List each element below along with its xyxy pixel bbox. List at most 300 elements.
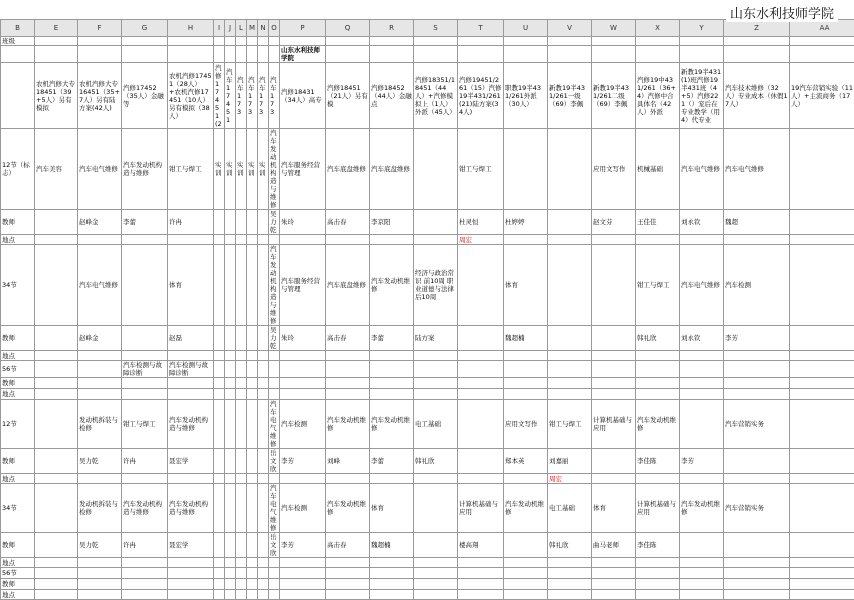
table-cell[interactable] xyxy=(790,245,854,326)
column-header[interactable]: U xyxy=(504,20,548,37)
table-cell[interactable]: 山东水利技师学院 xyxy=(280,46,326,63)
table-cell[interactable]: 韩礼欣 xyxy=(548,533,592,558)
table-cell[interactable] xyxy=(214,579,225,590)
table-cell[interactable] xyxy=(680,400,724,449)
table-cell[interactable]: 李佳陈 xyxy=(636,449,680,474)
table-cell[interactable] xyxy=(414,579,458,590)
column-header[interactable]: Y xyxy=(680,20,724,37)
table-cell[interactable] xyxy=(214,400,225,449)
table-cell[interactable] xyxy=(168,46,214,63)
table-cell[interactable] xyxy=(790,326,854,351)
table-cell[interactable] xyxy=(269,361,280,378)
table-cell[interactable] xyxy=(247,474,258,484)
table-cell[interactable]: 杜灵恒 xyxy=(458,210,504,235)
table-cell[interactable]: 朱玲 xyxy=(280,210,326,235)
table-cell[interactable] xyxy=(247,326,258,351)
table-cell[interactable]: 农机汽修大专18451（39+5人）另有模拟 xyxy=(35,63,78,129)
table-cell[interactable] xyxy=(225,400,236,449)
table-cell[interactable] xyxy=(680,235,724,245)
table-cell[interactable] xyxy=(122,37,168,46)
table-cell[interactable] xyxy=(414,558,458,568)
table-cell[interactable] xyxy=(636,351,680,361)
table-cell[interactable] xyxy=(258,361,269,378)
table-cell[interactable]: 吴力乾 xyxy=(269,326,280,351)
table-cell[interactable] xyxy=(326,378,370,389)
table-cell[interactable] xyxy=(790,579,854,590)
table-cell[interactable]: 汽车发动机维修 xyxy=(370,245,414,326)
table-cell[interactable] xyxy=(35,389,78,400)
table-cell[interactable]: 汽车底盘维修 xyxy=(370,129,414,210)
table-cell[interactable]: 李芳 xyxy=(280,449,326,474)
table-cell[interactable] xyxy=(636,378,680,389)
table-cell[interactable] xyxy=(458,361,504,378)
table-cell[interactable] xyxy=(247,579,258,590)
table-cell[interactable] xyxy=(280,378,326,389)
table-cell[interactable] xyxy=(168,579,214,590)
table-cell[interactable] xyxy=(370,389,414,400)
table-cell[interactable]: 李京阳 xyxy=(370,210,414,235)
table-cell[interactable] xyxy=(214,590,225,600)
table-cell[interactable]: 计算机基础与应用 xyxy=(636,484,680,533)
table-cell[interactable] xyxy=(370,590,414,600)
table-cell[interactable] xyxy=(592,37,636,46)
column-header[interactable]: S xyxy=(414,20,458,37)
table-cell[interactable] xyxy=(122,579,168,590)
table-cell[interactable] xyxy=(680,37,724,46)
table-cell[interactable] xyxy=(592,579,636,590)
table-cell[interactable] xyxy=(35,37,78,46)
table-cell[interactable]: 汽车美容 xyxy=(35,129,78,210)
table-cell[interactable] xyxy=(458,568,504,579)
table-cell[interactable] xyxy=(790,37,854,46)
table-cell[interactable] xyxy=(214,484,225,533)
table-cell[interactable] xyxy=(790,46,854,63)
column-header[interactable]: G xyxy=(122,20,168,37)
table-cell[interactable] xyxy=(122,326,168,351)
table-cell[interactable] xyxy=(504,351,548,361)
table-cell[interactable] xyxy=(280,558,326,568)
table-cell[interactable] xyxy=(122,568,168,579)
table-cell[interactable] xyxy=(225,474,236,484)
table-cell[interactable] xyxy=(724,361,790,378)
table-cell[interactable] xyxy=(326,351,370,361)
table-cell[interactable] xyxy=(35,558,78,568)
table-cell[interactable] xyxy=(724,590,790,600)
table-cell[interactable] xyxy=(269,568,280,579)
table-cell[interactable] xyxy=(724,558,790,568)
table-cell[interactable] xyxy=(168,558,214,568)
table-cell[interactable] xyxy=(326,558,370,568)
table-cell[interactable] xyxy=(247,400,258,449)
table-cell[interactable]: 李蕾 xyxy=(122,210,168,235)
table-cell[interactable]: 楼高翔 xyxy=(458,533,504,558)
table-cell[interactable] xyxy=(214,245,225,326)
table-cell[interactable] xyxy=(258,558,269,568)
table-cell[interactable] xyxy=(458,590,504,600)
table-cell[interactable] xyxy=(790,484,854,533)
table-cell[interactable]: 应用文写作 xyxy=(592,129,636,210)
table-cell[interactable] xyxy=(326,361,370,378)
table-cell[interactable] xyxy=(258,351,269,361)
table-cell[interactable]: 李佳陈 xyxy=(636,533,680,558)
table-cell[interactable] xyxy=(78,389,122,400)
table-cell[interactable] xyxy=(236,590,247,600)
table-cell[interactable] xyxy=(225,37,236,46)
table-cell[interactable] xyxy=(78,351,122,361)
table-cell[interactable] xyxy=(636,568,680,579)
table-cell[interactable] xyxy=(414,474,458,484)
table-cell[interactable] xyxy=(225,361,236,378)
table-cell[interactable]: 汽车营销实务 xyxy=(724,484,790,533)
table-cell[interactable] xyxy=(680,389,724,400)
column-header[interactable]: P xyxy=(280,20,326,37)
table-cell[interactable] xyxy=(636,235,680,245)
column-header[interactable]: AA xyxy=(790,20,854,37)
table-cell[interactable] xyxy=(247,484,258,533)
table-cell[interactable] xyxy=(458,400,504,449)
table-cell[interactable] xyxy=(790,389,854,400)
table-cell[interactable] xyxy=(790,235,854,245)
table-cell[interactable] xyxy=(370,579,414,590)
table-cell[interactable] xyxy=(504,129,548,210)
table-cell[interactable] xyxy=(680,590,724,600)
table-cell[interactable] xyxy=(258,389,269,400)
table-cell[interactable] xyxy=(548,361,592,378)
table-cell[interactable] xyxy=(269,46,280,63)
table-cell[interactable] xyxy=(414,37,458,46)
table-cell[interactable] xyxy=(35,235,78,245)
table-cell[interactable]: 钳工与焊工 xyxy=(636,245,680,326)
table-cell[interactable] xyxy=(724,474,790,484)
table-cell[interactable] xyxy=(258,326,269,351)
table-cell[interactable] xyxy=(236,361,247,378)
table-cell[interactable]: 陆方案 xyxy=(414,326,458,351)
table-cell[interactable]: 汽修18351/18451（44人）+汽修模拟上（1人）外派（45人） xyxy=(414,63,458,129)
table-cell[interactable] xyxy=(504,37,548,46)
table-cell[interactable] xyxy=(458,579,504,590)
table-cell[interactable]: 赵磊 xyxy=(168,326,214,351)
table-cell[interactable] xyxy=(548,389,592,400)
table-cell[interactable]: 汽车发动机维修 xyxy=(636,400,680,449)
table-cell[interactable]: 汽车检测与故障诊断 xyxy=(122,361,168,378)
table-cell[interactable]: 朱玲 xyxy=(280,326,326,351)
table-cell[interactable] xyxy=(548,245,592,326)
table-cell[interactable]: 汽车检测与故障诊断 xyxy=(168,361,214,378)
table-cell[interactable] xyxy=(225,245,236,326)
table-cell[interactable]: 汽车电气维修 xyxy=(680,129,724,210)
table-cell[interactable]: 李芳 xyxy=(724,326,790,351)
table-cell[interactable] xyxy=(35,590,78,600)
table-cell[interactable] xyxy=(269,37,280,46)
table-cell[interactable]: 机械基础 xyxy=(636,129,680,210)
table-cell[interactable] xyxy=(236,46,247,63)
column-header[interactable]: F xyxy=(78,20,122,37)
column-header[interactable]: Q xyxy=(326,20,370,37)
table-cell[interactable] xyxy=(269,579,280,590)
table-cell[interactable] xyxy=(258,579,269,590)
column-header[interactable]: Z xyxy=(724,20,790,37)
table-cell[interactable]: 魏超楠 xyxy=(504,326,548,351)
table-cell[interactable]: 钳工与焊工 xyxy=(458,129,504,210)
table-cell[interactable] xyxy=(280,351,326,361)
table-cell[interactable] xyxy=(504,361,548,378)
column-header[interactable]: T xyxy=(458,20,504,37)
table-cell[interactable] xyxy=(414,235,458,245)
table-cell[interactable] xyxy=(258,484,269,533)
table-cell[interactable] xyxy=(247,351,258,361)
table-cell[interactable] xyxy=(236,37,247,46)
table-cell[interactable]: 汽车检测 xyxy=(280,484,326,533)
table-cell[interactable]: 汽修17452（35人）金融等 xyxy=(122,63,168,129)
table-cell[interactable]: 实训 xyxy=(247,129,258,210)
table-cell[interactable] xyxy=(214,474,225,484)
table-cell[interactable] xyxy=(326,389,370,400)
table-cell[interactable] xyxy=(370,558,414,568)
table-cell[interactable]: 高击春 xyxy=(326,210,370,235)
table-cell[interactable]: 汽车底盘维修 xyxy=(326,245,370,326)
table-cell[interactable]: 新教19半431(1)班汽修19半431班（4+5）汽修221（）宠后在专业教学（用4）代专业 xyxy=(680,63,724,129)
table-cell[interactable] xyxy=(790,129,854,210)
table-cell[interactable] xyxy=(122,558,168,568)
table-cell[interactable] xyxy=(247,46,258,63)
column-header[interactable]: E xyxy=(35,20,78,37)
table-cell[interactable] xyxy=(458,245,504,326)
table-cell[interactable]: 汽车发动机构造与维修 xyxy=(269,245,280,326)
table-cell[interactable] xyxy=(724,37,790,46)
table-cell[interactable] xyxy=(225,579,236,590)
column-header[interactable]: N xyxy=(258,20,269,37)
table-cell[interactable] xyxy=(247,245,258,326)
table-cell[interactable]: 计算机基础与应用 xyxy=(592,400,636,449)
table-cell[interactable] xyxy=(414,129,458,210)
table-cell[interactable] xyxy=(592,245,636,326)
table-cell[interactable] xyxy=(168,378,214,389)
table-cell[interactable] xyxy=(724,579,790,590)
table-cell[interactable] xyxy=(35,474,78,484)
table-cell[interactable] xyxy=(504,235,548,245)
table-cell[interactable] xyxy=(326,235,370,245)
table-cell[interactable] xyxy=(548,558,592,568)
table-cell[interactable] xyxy=(326,568,370,579)
column-header[interactable]: M xyxy=(247,20,258,37)
table-cell[interactable]: 19汽车营销实验（11人）+主流商务（17人） xyxy=(790,63,854,129)
table-cell[interactable] xyxy=(458,46,504,63)
table-cell[interactable] xyxy=(225,389,236,400)
table-cell[interactable] xyxy=(258,46,269,63)
table-cell[interactable] xyxy=(592,326,636,351)
table-cell[interactable] xyxy=(258,533,269,558)
table-cell[interactable] xyxy=(247,361,258,378)
table-cell[interactable] xyxy=(280,389,326,400)
table-cell[interactable] xyxy=(78,46,122,63)
table-cell[interactable] xyxy=(790,474,854,484)
table-cell[interactable]: 李芳 xyxy=(680,449,724,474)
table-cell[interactable] xyxy=(592,235,636,245)
table-cell[interactable] xyxy=(78,579,122,590)
column-header[interactable]: I xyxy=(214,20,225,37)
table-cell[interactable] xyxy=(236,245,247,326)
table-cell[interactable]: 韩礼欣 xyxy=(636,326,680,351)
table-cell[interactable] xyxy=(236,579,247,590)
table-cell[interactable] xyxy=(35,378,78,389)
table-cell[interactable] xyxy=(214,326,225,351)
table-cell[interactable]: 汽车发动机维修 xyxy=(326,400,370,449)
table-cell[interactable] xyxy=(370,361,414,378)
table-cell[interactable]: 汽修18431（34人）高专 xyxy=(280,63,326,129)
table-cell[interactable]: 曲马老师 xyxy=(592,533,636,558)
table-cell[interactable] xyxy=(247,568,258,579)
table-cell[interactable] xyxy=(269,389,280,400)
table-cell[interactable]: 许冉 xyxy=(168,210,214,235)
table-cell[interactable] xyxy=(214,389,225,400)
table-cell[interactable]: 汽车电气维修 xyxy=(269,400,280,449)
table-cell[interactable] xyxy=(225,326,236,351)
table-cell[interactable] xyxy=(326,579,370,590)
table-cell[interactable] xyxy=(247,235,258,245)
table-cell[interactable]: 吴力乾 xyxy=(78,449,122,474)
table-cell[interactable] xyxy=(548,579,592,590)
table-cell[interactable] xyxy=(636,361,680,378)
table-cell[interactable] xyxy=(247,533,258,558)
table-cell[interactable] xyxy=(414,590,458,600)
table-cell[interactable] xyxy=(370,235,414,245)
table-cell[interactable]: 魏超楠 xyxy=(370,533,414,558)
table-cell[interactable] xyxy=(258,210,269,235)
table-cell[interactable] xyxy=(258,37,269,46)
table-cell[interactable] xyxy=(548,46,592,63)
table-cell[interactable] xyxy=(548,590,592,600)
table-cell[interactable] xyxy=(414,378,458,389)
table-cell[interactable] xyxy=(280,568,326,579)
table-cell[interactable] xyxy=(458,326,504,351)
table-cell[interactable] xyxy=(35,568,78,579)
table-cell[interactable]: 汽车发动机维修 xyxy=(680,484,724,533)
table-cell[interactable] xyxy=(269,590,280,600)
table-cell[interactable] xyxy=(326,590,370,600)
table-cell[interactable]: 汽车发动机维修 xyxy=(370,400,414,449)
table-cell[interactable] xyxy=(214,235,225,245)
table-cell[interactable]: 汽车检测 xyxy=(280,400,326,449)
table-cell[interactable]: 体育 xyxy=(592,484,636,533)
table-cell[interactable]: 汽车检测 xyxy=(724,245,790,326)
table-cell[interactable] xyxy=(236,568,247,579)
column-header[interactable]: X xyxy=(636,20,680,37)
column-header[interactable]: H xyxy=(168,20,214,37)
table-cell[interactable]: 汽车17451 xyxy=(225,63,236,129)
table-cell[interactable] xyxy=(680,378,724,389)
table-cell[interactable] xyxy=(548,37,592,46)
table-cell[interactable] xyxy=(790,558,854,568)
table-cell[interactable] xyxy=(122,351,168,361)
table-cell[interactable] xyxy=(258,474,269,484)
table-cell[interactable]: 体育 xyxy=(504,245,548,326)
table-cell[interactable]: 汽车服务经营与管理 xyxy=(280,129,326,210)
table-cell[interactable]: 汽车电气维修 xyxy=(680,245,724,326)
table-cell[interactable]: 汽车电气维修 xyxy=(78,245,122,326)
table-cell[interactable] xyxy=(35,361,78,378)
table-cell[interactable]: 钳工与焊工 xyxy=(168,129,214,210)
table-cell[interactable] xyxy=(548,129,592,210)
table-cell[interactable] xyxy=(236,326,247,351)
table-cell[interactable] xyxy=(370,46,414,63)
table-cell[interactable]: 体育 xyxy=(168,245,214,326)
table-cell[interactable] xyxy=(790,590,854,600)
table-cell[interactable] xyxy=(592,474,636,484)
table-cell[interactable] xyxy=(247,37,258,46)
table-cell[interactable]: 钳工与焊工 xyxy=(122,400,168,449)
table-cell[interactable] xyxy=(548,210,592,235)
table-cell[interactable] xyxy=(247,378,258,389)
table-cell[interactable]: 刘嘉丽 xyxy=(548,449,592,474)
table-cell[interactable]: 汽车173 xyxy=(269,63,280,129)
table-cell[interactable]: 汽车电气维修 xyxy=(724,129,790,210)
table-cell[interactable]: 汽车服务经营与管理 xyxy=(280,245,326,326)
table-cell[interactable] xyxy=(225,351,236,361)
table-cell[interactable] xyxy=(258,590,269,600)
table-cell[interactable]: 钳工与焊工 xyxy=(548,400,592,449)
table-cell[interactable] xyxy=(280,590,326,600)
table-cell[interactable]: 汽车发动机构造与维修 xyxy=(122,129,168,210)
table-cell[interactable] xyxy=(225,568,236,579)
table-cell[interactable] xyxy=(504,474,548,484)
table-cell[interactable] xyxy=(680,533,724,558)
table-cell[interactable] xyxy=(790,210,854,235)
table-cell[interactable] xyxy=(592,568,636,579)
table-cell[interactable] xyxy=(592,558,636,568)
table-cell[interactable] xyxy=(236,389,247,400)
table-cell[interactable]: 汽车发动机构造与维修 xyxy=(168,484,214,533)
column-header[interactable]: L xyxy=(236,20,247,37)
table-cell[interactable]: 岳文欣 xyxy=(269,449,280,474)
table-cell[interactable] xyxy=(414,46,458,63)
table-cell[interactable] xyxy=(168,568,214,579)
table-cell[interactable] xyxy=(548,326,592,351)
table-cell[interactable] xyxy=(724,235,790,245)
table-cell[interactable]: 李芳 xyxy=(280,533,326,558)
table-cell[interactable] xyxy=(414,361,458,378)
table-cell[interactable] xyxy=(504,389,548,400)
table-cell[interactable] xyxy=(168,474,214,484)
table-cell[interactable] xyxy=(258,568,269,579)
table-cell[interactable]: 汽车电气维修 xyxy=(78,129,122,210)
table-cell[interactable] xyxy=(78,361,122,378)
table-cell[interactable]: 聂宏学 xyxy=(168,533,214,558)
table-cell[interactable] xyxy=(214,46,225,63)
table-cell[interactable] xyxy=(168,590,214,600)
table-cell[interactable] xyxy=(280,579,326,590)
table-cell[interactable] xyxy=(636,389,680,400)
column-header[interactable]: W xyxy=(592,20,636,37)
table-cell[interactable] xyxy=(458,378,504,389)
table-cell[interactable] xyxy=(370,351,414,361)
column-header[interactable]: R xyxy=(370,20,414,37)
table-cell[interactable]: 发动机拆装与检修 xyxy=(78,484,122,533)
table-cell[interactable] xyxy=(680,351,724,361)
table-cell[interactable] xyxy=(724,389,790,400)
table-cell[interactable]: 赵峰金 xyxy=(78,210,122,235)
table-cell[interactable] xyxy=(504,533,548,558)
table-cell[interactable]: 汽车173 xyxy=(236,63,247,129)
table-cell[interactable]: 汽车173 xyxy=(247,63,258,129)
column-header[interactable]: O xyxy=(269,20,280,37)
table-cell[interactable] xyxy=(214,378,225,389)
table-cell[interactable]: 体育 xyxy=(370,484,414,533)
table-cell[interactable] xyxy=(258,235,269,245)
table-cell[interactable] xyxy=(168,351,214,361)
table-cell[interactable] xyxy=(680,46,724,63)
table-cell[interactable] xyxy=(258,378,269,389)
table-cell[interactable]: 刘永钦 xyxy=(680,326,724,351)
